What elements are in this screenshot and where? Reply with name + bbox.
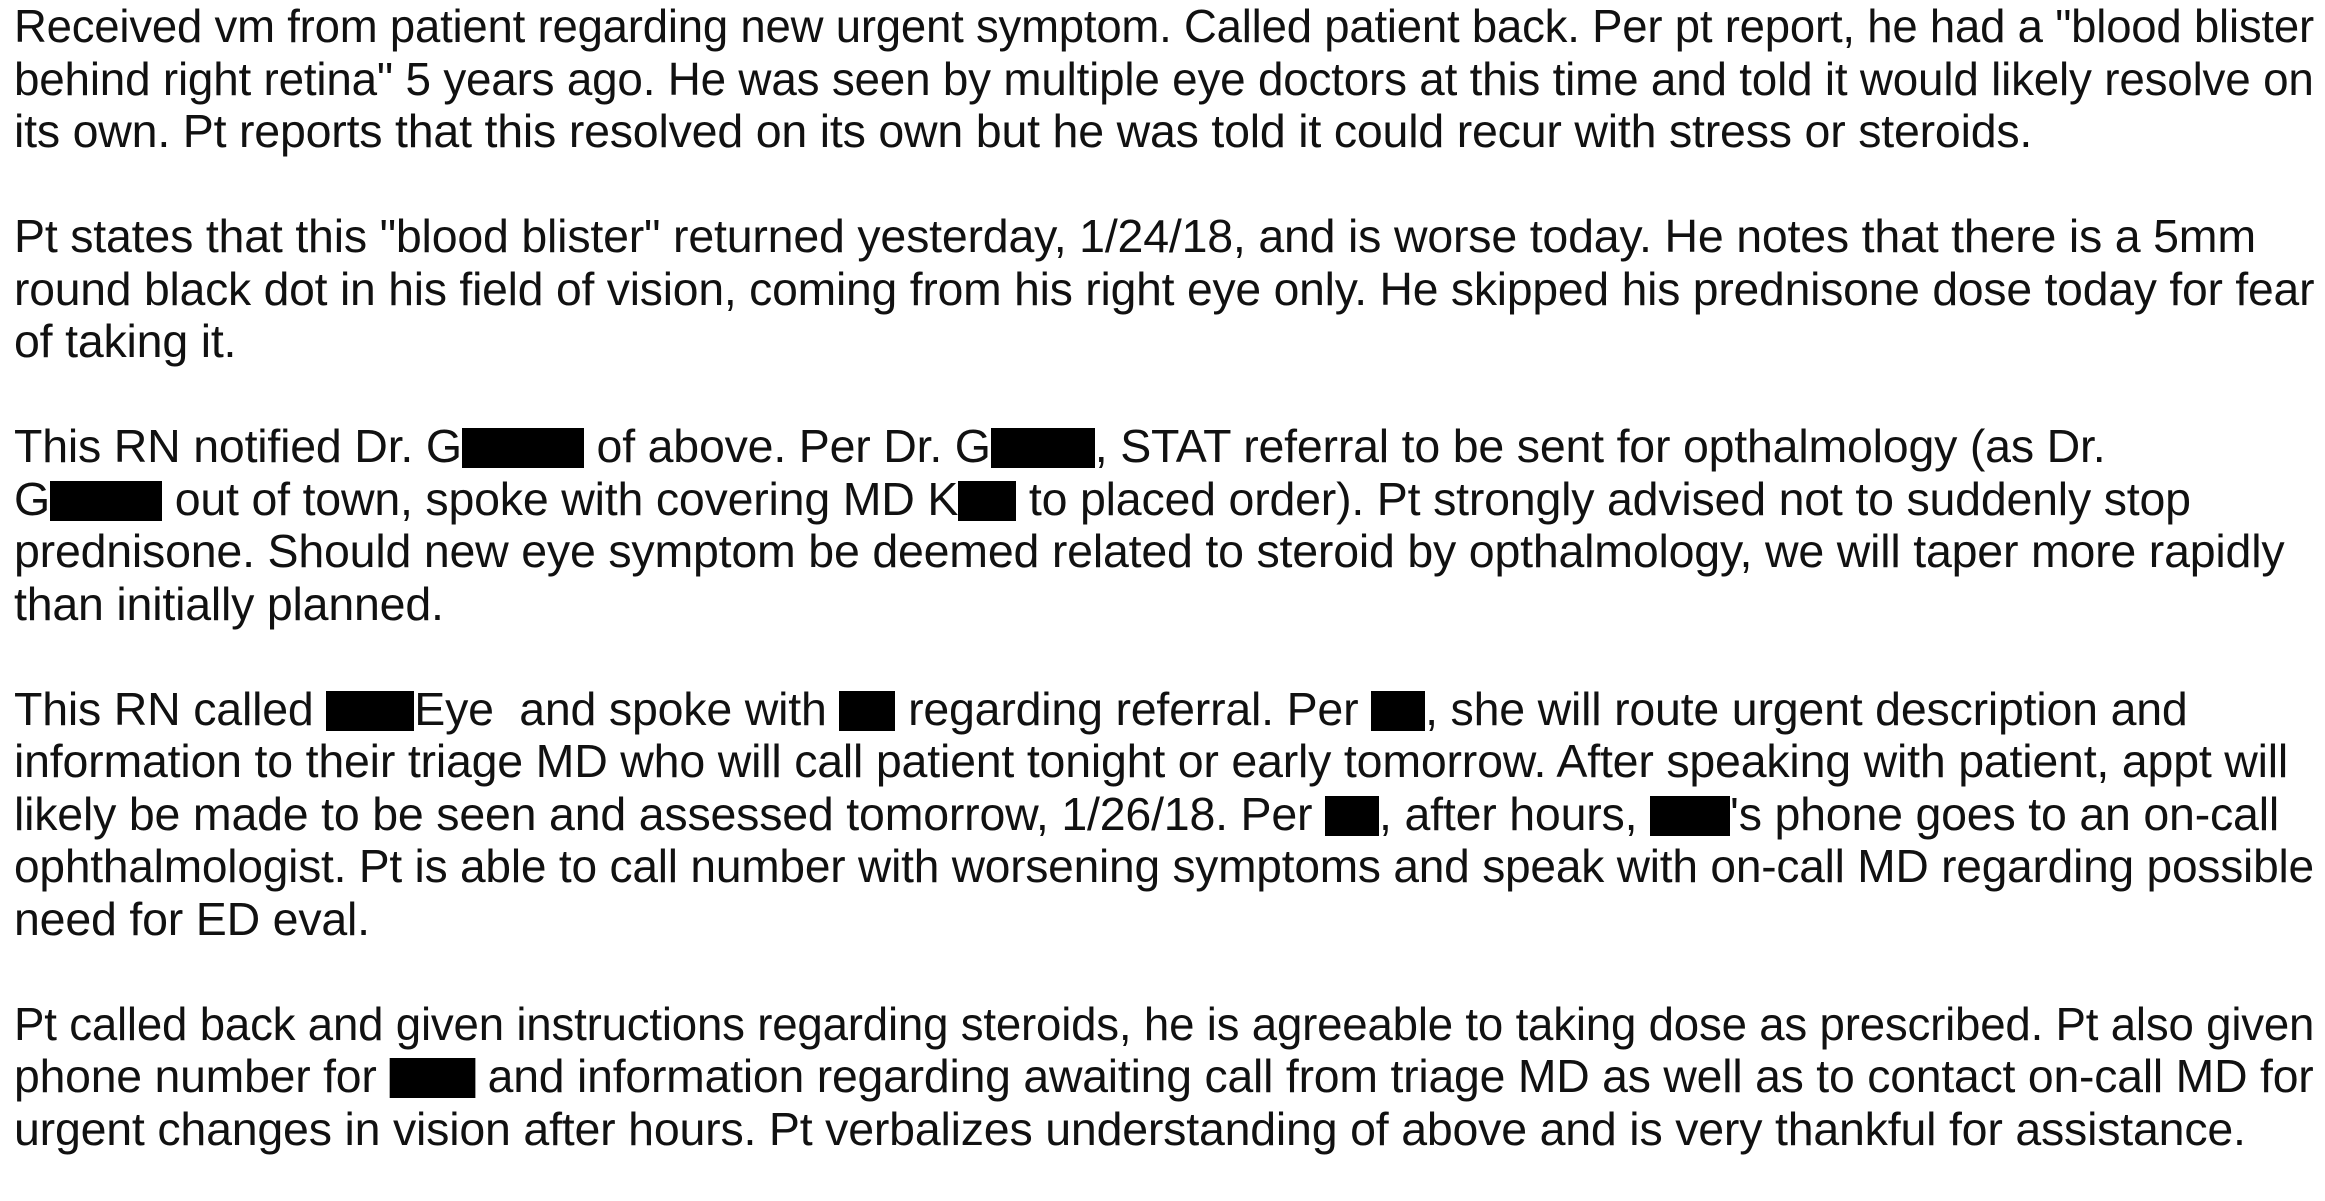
redaction-bar [958, 481, 1016, 521]
note-line [14, 683, 2314, 736]
text-run: of above. Per Dr. G [583, 420, 991, 472]
note-line: need for ED eval. [14, 892, 370, 945]
redaction-bar [991, 428, 1095, 468]
text-run: 's phone goes to an on-call [1730, 787, 2279, 840]
redaction-bar [1371, 691, 1425, 731]
clinical-note [14, 0, 2314, 1155]
text-run: phone number for [14, 1050, 390, 1102]
text-run: to placed order). Pt strongly advised not to suddenly stop [1016, 472, 2191, 525]
note-line: ophthalmologist. Pt is able to call number with worsening symptoms and speak with on-call MD regarding possible [14, 840, 2314, 892]
note-line: of taking it. [14, 315, 237, 367]
text-run: Eye and spoke with [414, 682, 840, 735]
note-line [14, 788, 2314, 841]
paragraph-referral-call [14, 683, 2314, 946]
redaction-bar [50, 481, 162, 521]
note-line: Received vm from patient regarding new urgent symptom. Called patient back. Per pt report, he had a "blood blister [14, 0, 2314, 52]
text-run: , after hours, [1379, 787, 1651, 840]
paragraph-spacer [14, 630, 2314, 683]
text-run: , she will route urgent description and [1425, 682, 2188, 735]
redaction-bar [389, 1058, 475, 1098]
note-line [14, 1050, 2314, 1103]
paragraph-spacer [14, 158, 2314, 211]
note-line: its own. Pt reports that this resolved on its own but he was told it could recur with stress or steroids. [14, 105, 2033, 157]
note-line: Pt called back and given instructions regarding steroids, he is agreeable to taking dose as prescribed. Pt also given [14, 997, 2315, 1050]
paragraph-spacer [14, 945, 2314, 998]
text-run: and information regarding awaiting call from triage MD as well as to contact on-call MD for [474, 1050, 2314, 1102]
text-run: out of town, spoke with covering MD K [161, 472, 959, 525]
redaction-bar [1650, 796, 1730, 836]
redaction-bar [839, 691, 895, 731]
note-line: than initially planned. [14, 577, 444, 630]
note-line: urgent changes in vision after hours. Pt verbalizes understanding of above and is very thankful for assistance. [14, 1102, 2246, 1155]
redaction-bar [326, 691, 414, 731]
text-run: , STAT referral to be sent for opthalmology (as Dr. [1094, 420, 2106, 472]
note-line: prednisone. Should new eye symptom be deemed related to steroid by opthalmology, we will taper more rapidly [14, 525, 2285, 577]
note-line: Pt states that this "blood blister" returned yesterday, 1/24/18, and is worse today. He notes that there is a 5mm [14, 210, 2256, 262]
text-run: regarding referral. Per [895, 682, 1372, 735]
text-run: likely be made to be seen and assessed tomorrow, 1/26/18. Per [14, 787, 1326, 840]
paragraph-callback-instructions [14, 998, 2314, 1156]
note-line [14, 420, 2314, 473]
text-run: This RN notified Dr. G [14, 420, 462, 472]
paragraph-physician-notified [14, 420, 2314, 630]
note-line: information to their triage MD who will call patient tonight or early tomorrow. After speaking with patient, appt will [14, 735, 2289, 787]
note-line [14, 473, 2314, 526]
text-run: This RN called [14, 682, 327, 735]
paragraph-symptom-report [14, 210, 2314, 368]
paragraph-voicemail-received [14, 0, 2314, 158]
note-line: behind right retina" 5 years ago. He was seen by multiple eye doctors at this time and told it would likely resolve on [14, 52, 2314, 105]
redaction-bar [462, 428, 584, 468]
note-line: round black dot in his field of vision, coming from his right eye only. He skipped his prednisone dose today for fear [14, 262, 2315, 315]
paragraph-spacer [14, 368, 2314, 421]
redaction-bar [1325, 796, 1379, 836]
text-run: G [14, 472, 50, 525]
